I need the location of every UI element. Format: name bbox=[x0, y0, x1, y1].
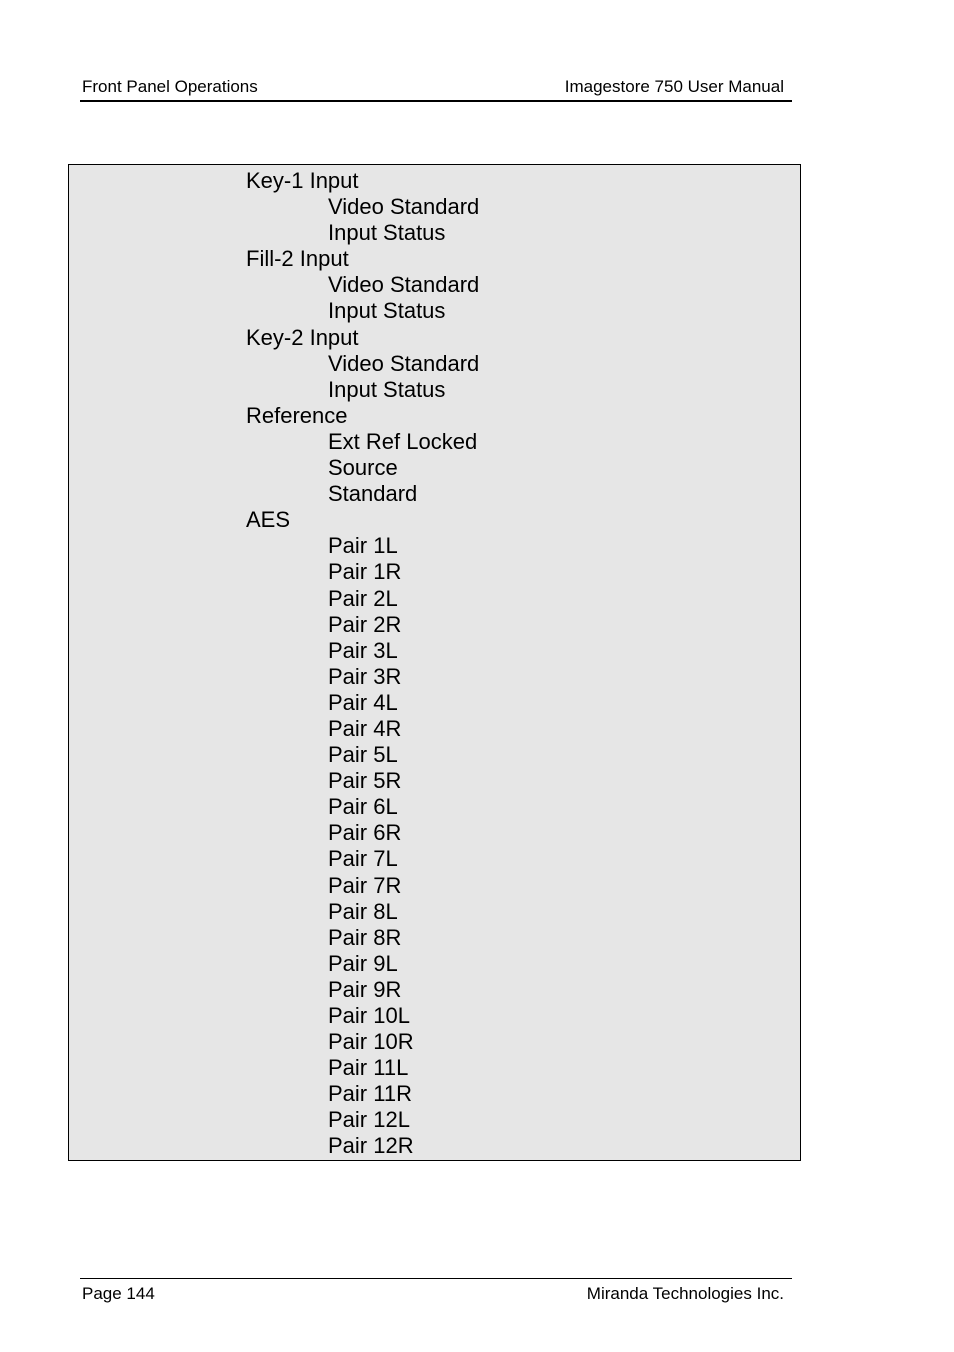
menu-sub-item: Pair 12L bbox=[328, 1107, 410, 1133]
page-header bbox=[80, 76, 792, 102]
menu-sub-item: Pair 3L bbox=[328, 637, 398, 663]
menu-sub-item: Standard bbox=[328, 481, 418, 507]
menu-sub-item: Video Standard bbox=[328, 350, 480, 376]
menu-sub-item: Ext Ref Locked bbox=[328, 428, 478, 454]
menu-sub-item: Source bbox=[328, 455, 398, 481]
menu-sub-item: Pair 8L bbox=[328, 898, 398, 924]
menu-sub-item: Pair 3R bbox=[328, 663, 402, 689]
header-section-title: Front Panel Operations bbox=[82, 77, 258, 96]
menu-sub-item: Pair 10L bbox=[328, 1003, 410, 1028]
menu-sub-item: Pair 7R bbox=[328, 872, 402, 898]
menu-sub-item: Pair 9L bbox=[328, 950, 398, 976]
footer-company: Miranda Technologies Inc. bbox=[586, 1284, 784, 1303]
menu-sub-item: Pair 6L bbox=[328, 794, 398, 820]
header-manual-title: Imagestore 750 User Manual bbox=[564, 77, 784, 96]
menu-sub-item: Pair 5R bbox=[328, 768, 402, 794]
menu-group-item: AES bbox=[246, 507, 291, 533]
menu-sub-item: Pair 6R bbox=[328, 820, 402, 846]
menu-sub-item: Pair 4R bbox=[328, 715, 402, 741]
menu-sub-item: Video Standard bbox=[328, 272, 480, 298]
menu-sub-item: Pair 12R bbox=[328, 1133, 414, 1159]
menu-tree-box bbox=[68, 164, 801, 1161]
page-footer bbox=[80, 1278, 792, 1303]
menu-sub-item: Input Status bbox=[328, 220, 446, 246]
menu-sub-item: Pair 5L bbox=[328, 742, 398, 768]
menu-group-item: Reference bbox=[246, 402, 348, 428]
menu-sub-item: Pair 10R bbox=[328, 1029, 414, 1055]
menu-sub-item: Pair 7L bbox=[328, 846, 398, 872]
menu-sub-item: Pair 1R bbox=[328, 559, 402, 585]
menu-sub-item: Pair 11L bbox=[328, 1055, 409, 1081]
menu-tree-list bbox=[69, 168, 800, 1160]
menu-group-item: Fill-2 Input bbox=[246, 246, 349, 272]
menu-sub-item: Pair 2R bbox=[328, 611, 402, 637]
menu-sub-item: Pair 1L bbox=[328, 533, 398, 559]
menu-sub-item: Video Standard bbox=[328, 194, 480, 220]
menu-group-item: Key-2 Input bbox=[246, 324, 359, 350]
menu-sub-item: Pair 2L bbox=[328, 585, 398, 611]
menu-sub-item: Pair 4L bbox=[328, 689, 398, 715]
menu-sub-item: Input Status bbox=[328, 298, 446, 324]
menu-sub-item: Pair 9R bbox=[328, 976, 402, 1002]
menu-sub-item: Pair 11R bbox=[328, 1081, 412, 1107]
menu-sub-item: Pair 8R bbox=[328, 924, 402, 950]
menu-sub-item: Input Status bbox=[328, 376, 446, 402]
menu-group-item: Key-1 Input bbox=[246, 168, 359, 193]
page-number: Page 144 bbox=[82, 1284, 155, 1303]
